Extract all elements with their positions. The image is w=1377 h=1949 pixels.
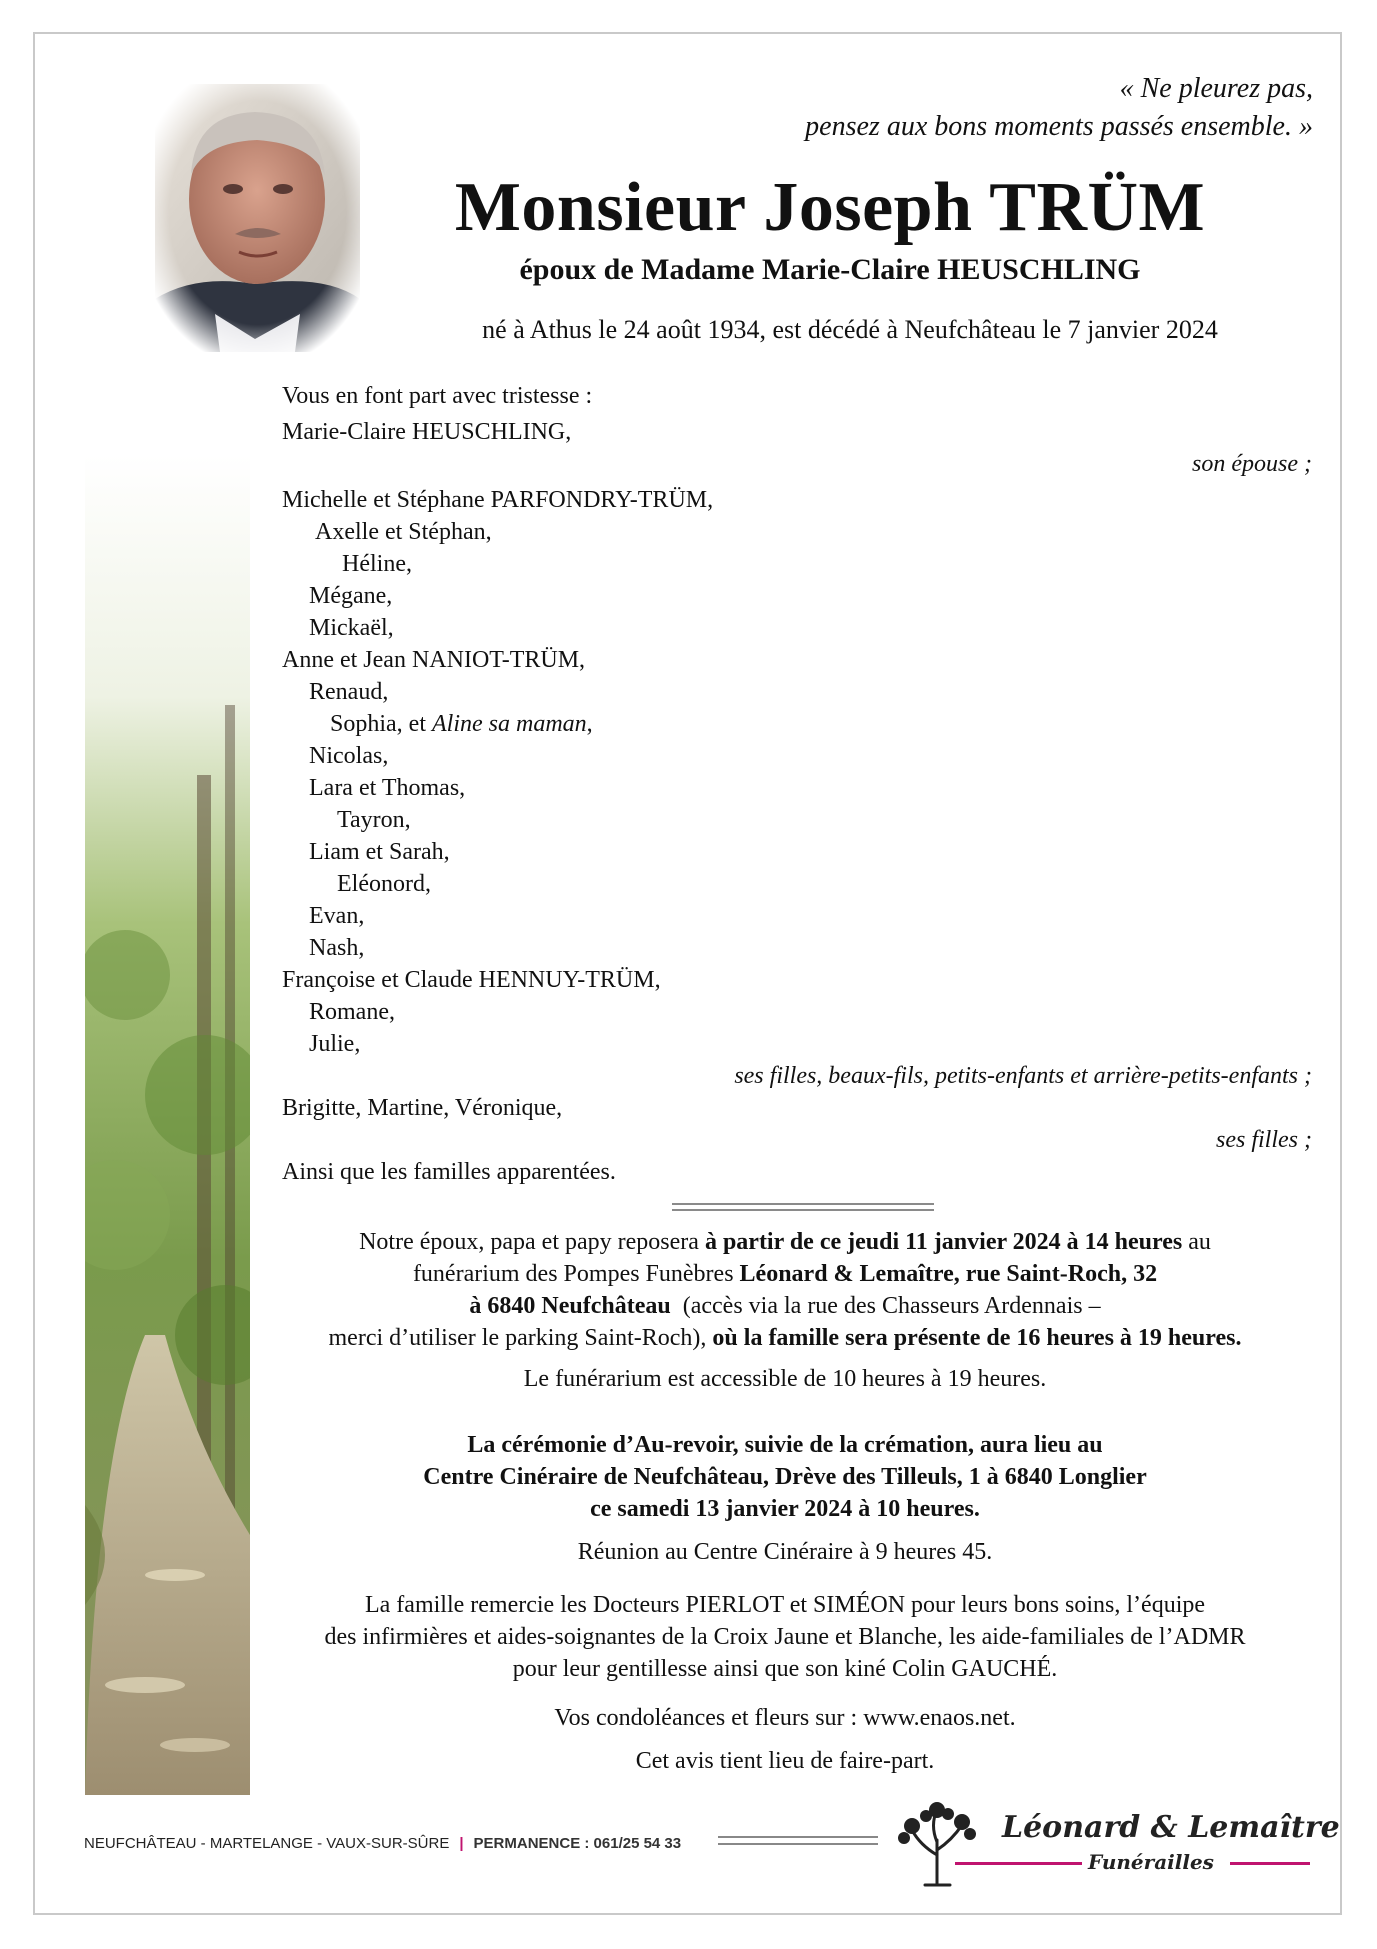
thanks-block [255, 1589, 1315, 1685]
logo-accent-bar [1230, 1862, 1310, 1865]
visitation-line-2 [255, 1258, 1315, 1290]
thanks-line-2: des infirmières et aides-soignantes de la Croix Jaune et Blanche, les aide-familiales de l’ADMR [324, 1624, 1246, 1650]
family-member: Axelle et Stéphan, [315, 519, 492, 545]
condolences-line: Vos condoléances et fleurs sur : www.enaos.net. [554, 1705, 1016, 1731]
family-member: Lara et Thomas, [309, 775, 466, 801]
family-list [282, 380, 1312, 1188]
epitaph-quote [613, 70, 1313, 146]
family-member: Françoise et Claude HENNUY-TRÜM, [282, 967, 661, 993]
visitation-line-3 [255, 1290, 1315, 1322]
text: funérarium des Pompes Funèbres [412, 1261, 740, 1287]
family-member: Nash, [309, 935, 365, 961]
spouse-line: époux de Madame Marie-Claire HEUSCHLING [519, 253, 1141, 286]
section-divider [672, 1203, 934, 1211]
sophia-italic: Aline sa maman [432, 711, 587, 737]
thanks-line-3: pour leur gentillesse ainsi que son kiné Colin GAUCHÉ. [512, 1656, 1058, 1682]
footer-separator: | [459, 1835, 464, 1852]
family-member: Héline, [342, 551, 412, 577]
text-bold: où la famille sera présente de 16 heures à 19 heures. [712, 1325, 1242, 1351]
deceased-name: Monsieur Joseph TRÜM [454, 169, 1206, 246]
meeting-line: Réunion au Centre Cinéraire à 9 heures 45. [577, 1539, 993, 1565]
daughters-relation: ses filles ; [1216, 1127, 1312, 1153]
footer-divider [718, 1836, 878, 1845]
visitation-line-1 [255, 1226, 1315, 1258]
footer-contact [84, 1835, 681, 1852]
family-member [282, 708, 1312, 740]
family-member: Anne et Jean NANIOT-TRÜM, [282, 647, 586, 673]
logo-accent-bar [955, 1862, 1082, 1865]
family-member: Tayron, [337, 807, 411, 833]
ceremony-line-2: Centre Cinéraire de Neufchâteau, Drève des Tilleuls, 1 à 6840 Longlier [423, 1464, 1147, 1490]
ceremony-line-1: La cérémonie d’Au-revoir, suivie de la crémation, aura lieu au [467, 1432, 1103, 1458]
spouse-name: Marie-Claire HEUSCHLING, [282, 419, 572, 445]
text: Notre époux, papa et papy reposera [359, 1229, 705, 1255]
family-member: Eléonord, [337, 871, 431, 897]
portrait-photo [155, 84, 360, 352]
thanks-line-1: La famille remercie les Docteurs PIERLOT et SIMÉON pour leurs bons soins, l’équipe [364, 1592, 1206, 1618]
family-member: Evan, [309, 903, 365, 929]
family-member: Nicolas, [309, 743, 389, 769]
funerarium-hours: Le funérarium est accessible de 10 heures à 19 heures. [523, 1366, 1047, 1392]
visitation-line-4 [255, 1322, 1315, 1354]
sophia-end: , [586, 711, 593, 737]
logo-company-name: Léonard & Lemaître [1002, 1810, 1340, 1845]
text: (accès via la rue des Chasseurs Ardennais – [670, 1293, 1101, 1319]
footer-permanence: PERMANENCE : 061/25 54 33 [473, 1835, 682, 1852]
spouse-relation: son épouse ; [1192, 451, 1312, 477]
text: merci d’utiliser le parking Saint-Roch), [328, 1325, 713, 1351]
logo-subtitle: Funérailles [1088, 1850, 1214, 1874]
forest-path-photo [85, 455, 250, 1795]
text-bold: à partir de ce jeudi 11 janvier 2024 à 14 heures [704, 1229, 1183, 1255]
family-member: Romane, [309, 999, 395, 1025]
ceremony-line-3: ce samedi 13 janvier 2024 à 10 heures. [590, 1496, 980, 1522]
text-bold: à 6840 Neufchâteau [469, 1293, 671, 1319]
family-member: Renaud, [309, 679, 389, 705]
sophia-text: Sophia, et [330, 711, 432, 737]
notice-line: Cet avis tient lieu de faire-part. [635, 1748, 935, 1774]
footer-locations: NEUFCHÂTEAU - MARTELANGE - VAUX-SUR-SÛRE [84, 1835, 450, 1852]
text: au [1182, 1229, 1211, 1255]
daughters-names: Brigitte, Martine, Véronique, [282, 1095, 563, 1121]
family-member: Liam et Sarah, [309, 839, 450, 865]
family-member: Mickaël, [309, 615, 394, 641]
intro-line: Vous en font part avec tristesse : [282, 383, 593, 409]
tree-logo-icon [890, 1800, 985, 1890]
visitation-block [255, 1226, 1315, 1395]
children-relation: ses filles, beaux-fils, petits-enfants et arrière-petits-enfants ; [734, 1063, 1312, 1089]
family-member: Mégane, [309, 583, 393, 609]
closing-line: Ainsi que les familles apparentées. [282, 1159, 616, 1185]
quote-line-1: « Ne pleurez pas, [1119, 73, 1313, 104]
family-member: Michelle et Stéphane PARFONDRY-TRÜM, [282, 487, 714, 513]
ceremony-block [255, 1429, 1315, 1525]
quote-line-2: pensez aux bons moments passés ensemble. » [805, 111, 1313, 142]
birth-death-line: né à Athus le 24 août 1934, est décédé à Neufchâteau le 7 janvier 2024 [482, 315, 1218, 344]
family-member: Julie, [309, 1031, 361, 1057]
company-logo [890, 1800, 1340, 1890]
text-bold: Léonard & Lemaître, rue Saint-Roch, 32 [739, 1261, 1158, 1287]
